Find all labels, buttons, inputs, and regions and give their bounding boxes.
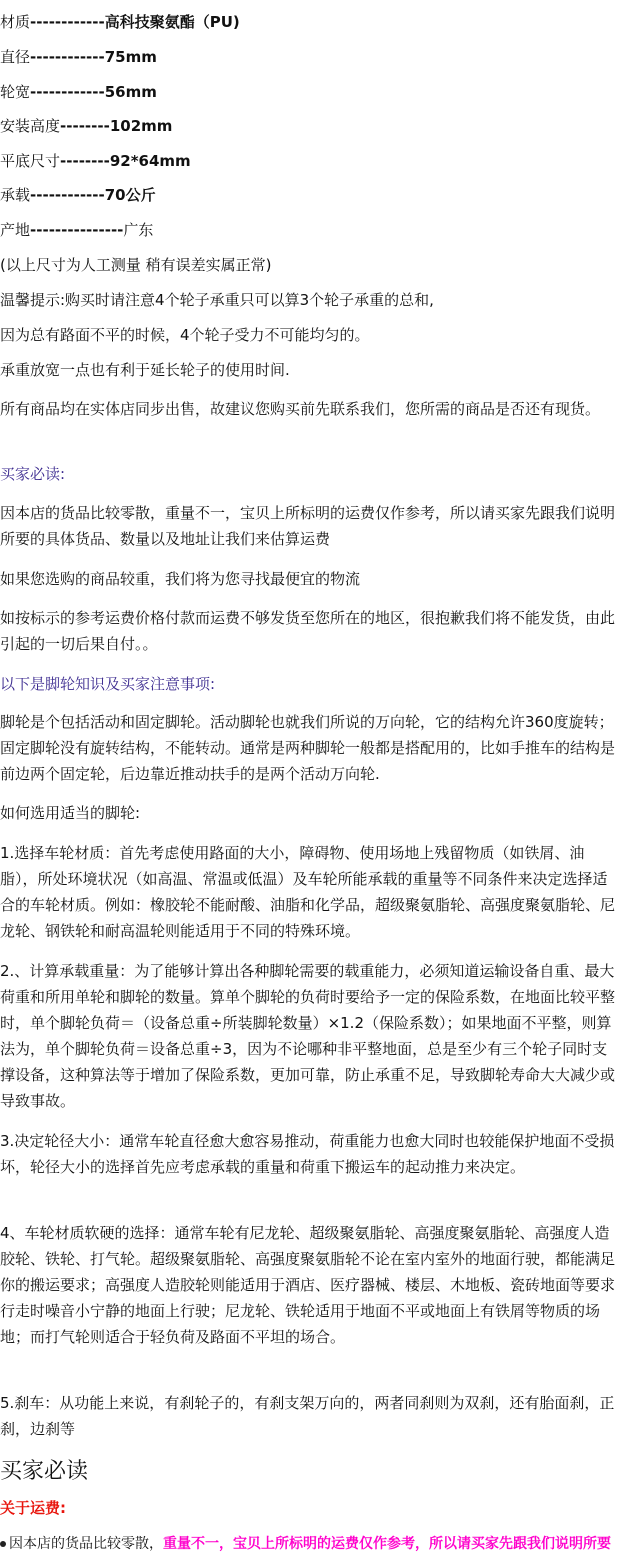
bullet-icon xyxy=(0,1541,6,1547)
knowledge-hardness: 4、车轮材质软硬的选择：通常车轮有尼龙轮、超级聚氨脂轮、高强度聚氨脂轮、高强度人造胶轮、铁轮、打气轮。超级聚氨脂轮、高强度聚氨脂轮不论在室内室外的地面行驶，都能满足你的搬运要求；高强度人造胶轮则能适用于酒店、医疗器械、楼层、木地板、瓷砖地面等要求行走时噪音小宁静的地面上行驶；尼龙轮、铁轮适用于地面不平或地面上有铁屑等物质的场地；而打气轮则适合于轻负荷及路面不平坦的场合。 xyxy=(0,1224,616,1346)
buyer-para-refund: 如按标示的参考运费价格付款而运费不够发货至您所在的地区，很抱歉我们将不能发货，由此引起的一切后果自付。。 xyxy=(0,609,616,653)
stock-notice: 所有商品均在实体店同步出售，故建议您购买前先联系我们，您所需的商品是否还有现货。 xyxy=(0,400,601,418)
section-title: 买家必读 xyxy=(0,1459,89,1484)
knowledge-heading: 以下是脚轮知识及买家注意事项: xyxy=(0,675,216,693)
spec-plate-size: 平底尺寸--------92*64mm xyxy=(0,152,191,170)
tip-line-3: 承重放宽一点也有利于延长轮子的使用时间. xyxy=(0,361,290,379)
spec-material: 材质------------高科技聚氨酯（PU) xyxy=(0,13,240,31)
measurement-note: (以上尺寸为人工测量 稍有误差实属正常) xyxy=(0,256,272,274)
spec-origin: 产地---------------广东 xyxy=(0,221,154,239)
knowledge-intro: 脚轮是个包括活动和固定脚轮。活动脚轮也就我们所说的万向轮，它的结构允许360度旋转；固定脚轮没有旋转结构，不能转动。通常是两种脚轮一般都是搭配用的，比如手推车的结构是前边两个固定轮，后边靠近推动扶手的是两个活动万向轮. xyxy=(0,713,616,783)
spec-load: 承载------------70公斤 xyxy=(0,186,156,204)
knowledge-how-to: 如何选用适当的脚轮: xyxy=(0,804,141,822)
knowledge-diameter: 3.决定轮径大小：通常车轮直径愈大愈容易推动，荷重能力也愈大同时也较能保护地面不受损坏，轮径大小的选择首先应考虑承载的重量和荷重下搬运车的起动推力来决定。 xyxy=(0,1132,615,1176)
spec-width: 轮宽------------56mm xyxy=(0,83,157,101)
spec-install-height: 安装高度--------102mm xyxy=(0,117,173,135)
shipping-heading: 关于运费: xyxy=(0,1499,66,1517)
knowledge-load: 2.、计算承载重量：为了能够计算出各种脚轮需要的载重能力，必须知道运输设备自重、最大荷重和所用单轮和脚轮的数量。算单个脚轮的负荷时要给予一定的保险系数，在地面比较平整时，单个脚轮负荷＝（设备总重÷所装脚轮数量）×1.2（保险系数）；如果地面不平整，则算法为，单个脚轮负荷＝设备总重÷3，因为不论哪种非平整地面，总是至少有三个轮子同时支撑设备，这种算法等于增加了保险系数，更加可靠，防止承重不足，导致脚轮寿命大大减少或导致事故。 xyxy=(0,962,616,1110)
tip-line-1: 温馨提示:购买时请注意4个轮子承重只可以算3个轮子承重的总和, xyxy=(0,291,434,309)
shipping-line: 因本店的货品比较零散，重量不一，宝贝上所标明的运费仅作参考，所以请买家先跟我们说明所要 xyxy=(0,1534,611,1554)
buyer-para-shipping: 因本店的货品比较零散，重量不一，宝贝上所标明的运费仅作参考，所以请买家先跟我们说明所要的具体货品、数量以及地址让我们来估算运费 xyxy=(0,504,616,548)
tip-line-2: 因为总有路面不平的时候，4个轮子受力不可能均匀的。 xyxy=(0,326,370,344)
spec-diameter: 直径------------75mm xyxy=(0,48,157,66)
buyer-heading: 买家必读: xyxy=(0,465,66,483)
knowledge-material: 1.选择车轮材质：首先考虑使用路面的大小，障碍物、使用场地上残留物质（如铁屑、油脂），所处环境状况（如高温、常温或低温）及车轮所能承载的重量等不同条件来决定选择适合的车轮材质。例如：橡胶轮不能耐酸、油脂和化学品，超级聚氨脂轮、高强度聚氨脂轮、尼龙轮、钢铁轮和耐高温轮则能适用于不同的特殊环境。 xyxy=(0,844,616,940)
knowledge-brake: 5.刹车：从功能上来说，有刹轮子的，有刹支架万向的，两者同刹则为双刹，还有胎面刹，正刹，边刹等 xyxy=(0,1394,615,1438)
buyer-para-heavy: 如果您选购的商品较重，我们将为您寻找最便宜的物流 xyxy=(0,570,361,588)
